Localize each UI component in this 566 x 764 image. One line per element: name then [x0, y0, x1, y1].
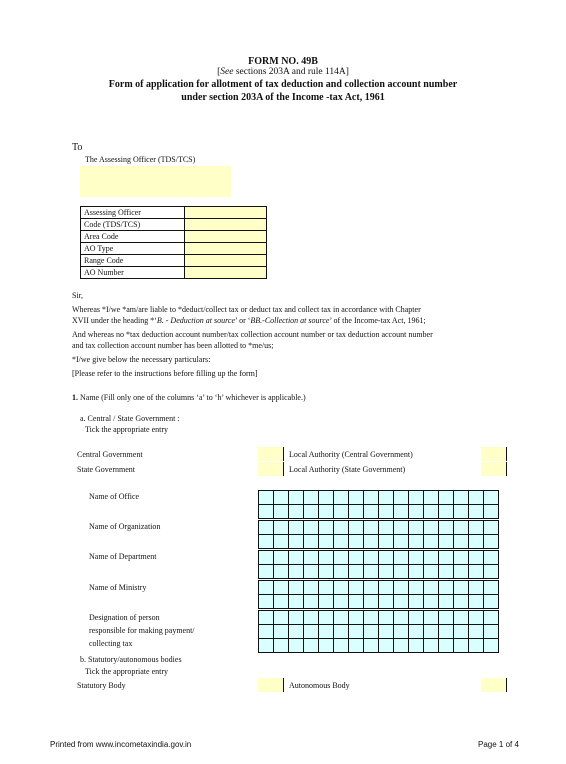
ao-field-input[interactable]: [185, 219, 267, 231]
statutory-body-checkbox[interactable]: [258, 678, 284, 692]
name-of-department-label: Name of Department: [89, 552, 157, 561]
name-of-office-field[interactable]: [258, 490, 499, 519]
form-title-line2: under section 203A of the Income -tax Act, 1961: [181, 92, 385, 103]
to-label: To: [72, 142, 83, 153]
ao-field-label: Area Code: [81, 231, 185, 243]
assessing-officer-address-field[interactable]: [80, 166, 231, 197]
ao-code-table: [80, 206, 267, 279]
table-row: [81, 267, 267, 279]
autonomous-body-label: Autonomous Body: [289, 681, 350, 690]
designation-label-line2: responsible for making payment/: [89, 626, 195, 635]
statutory-body-label: Statutory Body: [77, 681, 126, 690]
footer-source: Printed from www.incometaxindia.gov.in: [50, 740, 192, 749]
name-of-department-field[interactable]: [258, 550, 499, 579]
local-authority-central-label: Local Authority (Central Government): [289, 450, 413, 459]
ao-field-label: Range Code: [81, 255, 185, 267]
state-government-label: State Government: [77, 465, 135, 474]
designation-field[interactable]: [258, 610, 499, 653]
table-row: [81, 243, 267, 255]
section-1a-title: a. Central / State Government :: [80, 414, 180, 423]
ao-field-input[interactable]: [185, 255, 267, 267]
ao-field-label: AO Number: [81, 267, 185, 279]
designation-label-line1: Designation of person: [89, 613, 160, 622]
section-1b-title: b. Statutory/autonomous bodies: [80, 655, 182, 664]
name-of-organization-field[interactable]: [258, 520, 499, 549]
name-of-organization-label: Name of Organization: [89, 522, 161, 531]
local-authority-state-checkbox[interactable]: [481, 462, 507, 476]
form-number: FORM NO. 49B: [248, 56, 318, 67]
table-row: [81, 231, 267, 243]
form-reference: [See sections 203A and rule 114A]: [217, 67, 349, 77]
ao-field-input[interactable]: [185, 207, 267, 219]
table-row: [81, 255, 267, 267]
section-1a-subtitle: Tick the appropriate entry: [85, 425, 169, 434]
assessing-officer-label: The Assessing Officer (TDS/TCS): [85, 155, 196, 164]
central-government-checkbox[interactable]: [258, 447, 284, 461]
section-1-heading: 1. Name (Fill only one of the columns ‘a’ to ‘h’ whichever is applicable.): [72, 393, 306, 402]
local-authority-central-checkbox[interactable]: [481, 447, 507, 461]
and-whereas-line2: and tax collection account number has been allotted to *me/us;: [72, 341, 274, 350]
table-row: [81, 207, 267, 219]
name-of-office-label: Name of Office: [89, 492, 140, 501]
section-1b-subtitle: Tick the appropriate entry: [85, 667, 169, 676]
ao-field-input[interactable]: [185, 267, 267, 279]
particulars-line: *I/we give below the necessary particulars:: [72, 355, 211, 364]
ao-field-label: AO Type: [81, 243, 185, 255]
salutation: Sir,: [72, 291, 84, 300]
local-authority-state-label: Local Authority (State Government): [289, 465, 406, 474]
ao-field-input[interactable]: [185, 243, 267, 255]
and-whereas-line1: And whereas no *tax deduction account number/tax collection account number or tax deduction account number: [72, 330, 433, 339]
ao-field-label: Code (TDS/TCS): [81, 219, 185, 231]
name-of-ministry-field[interactable]: [258, 580, 499, 609]
central-government-label: Central Government: [77, 450, 143, 459]
instructions-note: [Please refer to the instructions before filling up the form]: [72, 369, 258, 378]
ao-field-input[interactable]: [185, 231, 267, 243]
state-government-checkbox[interactable]: [258, 462, 284, 476]
whereas-line2: XVII under the heading *‘B. - Deduction at source’ or ‘BB.-Collection at source’ of the Income-tax Act, 1961;: [72, 316, 426, 325]
whereas-line1: Whereas *I/we *am/are liable to *deduct/collect tax or deduct tax and collect tax in accordance with Chapter: [72, 305, 421, 314]
designation-label-line3: collecting tax: [89, 639, 133, 648]
autonomous-body-checkbox[interactable]: [481, 678, 507, 692]
ao-field-label: Assessing Officer: [81, 207, 185, 219]
name-of-ministry-label: Name of Ministry: [89, 583, 147, 592]
page-number: Page 1 of 4: [478, 740, 519, 749]
form-title-line1: Form of application for allotment of tax deduction and collection account number: [108, 79, 458, 90]
table-row: [81, 219, 267, 231]
